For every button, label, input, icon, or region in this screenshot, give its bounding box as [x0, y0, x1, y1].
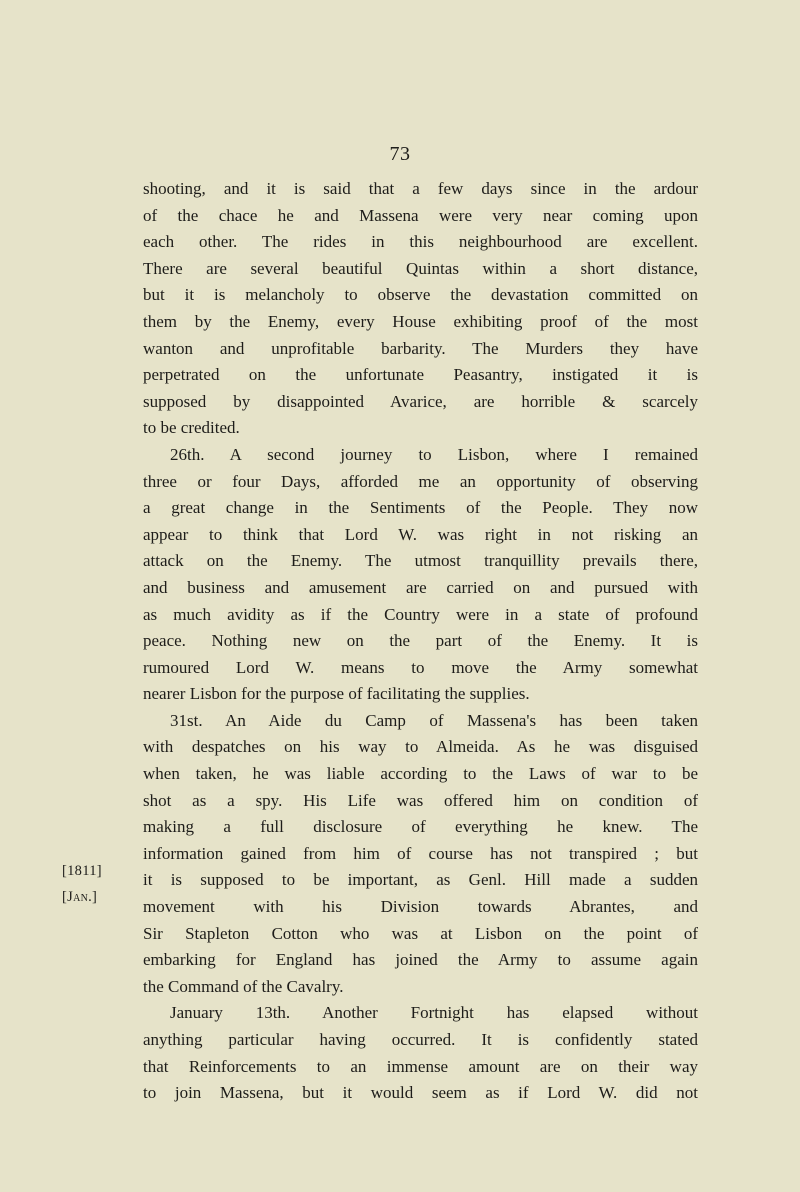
text-line: 26th. A second journey to Lisbon, where I remained [170, 444, 698, 464]
text-line: January 13th. Another Fortnight has elapsed without [170, 1003, 698, 1023]
text-line: to be credited. [143, 418, 240, 438]
text-line: Sir Stapleton Cotton who was at Lisbon on the point of [143, 923, 698, 943]
text-line: a great change in the Sentiments of the People. They now [143, 498, 698, 518]
text-line: the Command of the Cavalry. [143, 976, 344, 996]
text-line: wanton and unprofitable barbarity. The Murders they have [143, 338, 698, 358]
text-line: that Reinforcements to an immense amount are on their way [143, 1056, 698, 1076]
paragraph [143, 176, 698, 442]
text-line: of the chace he and Massena were very near coming upon [143, 205, 698, 225]
text-line: attack on the Enemy. The utmost tranquillity prevails there, [143, 551, 698, 571]
text-line: There are several beautiful Quintas within a short distance, [143, 258, 698, 278]
text-line: and business and amusement are carried on and pursued with [143, 577, 698, 597]
text-line: it is supposed to be important, as Genl. Hill made a sudden [143, 870, 698, 890]
text-line: shooting, and it is said that a few days since in the ardour [143, 179, 698, 198]
text-line: as much avidity as if the Country were in a state of profound [143, 604, 698, 624]
text-line: supposed by disappointed Avarice, are horrible & scarcely [143, 391, 698, 411]
body-text [143, 176, 698, 1107]
text-line: them by the Enemy, every House exhibiting proof of the most [143, 311, 698, 331]
text-line: making a full disclosure of everything he knew. The [143, 817, 698, 837]
text-line: three or four Days, afforded me an opportunity of observing [143, 471, 698, 491]
text-line: peace. Nothing new on the part of the Enemy. It is [143, 631, 698, 651]
paragraph [143, 708, 698, 1001]
text-line: movement with his Division towards Abrantes, and [143, 897, 698, 917]
text-line: anything particular having occurred. It is confidently stated [143, 1030, 698, 1049]
text-line: information gained from him of course has not transpired ; but [143, 843, 698, 863]
text-line: perpetrated on the unfortunate Peasantry, instigated it is [143, 365, 698, 385]
margin-note-month: [Jan.] [62, 889, 98, 905]
text-line: when taken, he was liable according to the Laws of war to be [143, 764, 698, 784]
margin-note-year: [1811] [62, 863, 102, 879]
page-number: 73 [389, 143, 411, 165]
text-line: appear to think that Lord W. was right in not risking an [143, 524, 698, 544]
text-line: embarking for England has joined the Army to assume again [143, 950, 698, 970]
text-line: but it is melancholy to observe the devastation committed on [143, 285, 698, 305]
text-line: to join Massena, but it would seem as if Lord W. did not [143, 1083, 698, 1103]
paragraph [143, 442, 698, 708]
text-line: each other. The rides in this neighbourhood are excellent. [143, 232, 698, 252]
text-line: nearer Lisbon for the purpose of facilitating the supplies. [143, 684, 530, 704]
text-line: rumoured Lord W. means to move the Army somewhat [143, 657, 698, 677]
text-line: 31st. An Aide du Camp of Massena's has been taken [170, 710, 698, 730]
text-line: shot as a spy. His Life was offered him on condition of [143, 790, 698, 810]
paragraph [143, 1000, 698, 1106]
text-line: with despatches on his way to Almeida. As he was disguised [143, 737, 698, 757]
